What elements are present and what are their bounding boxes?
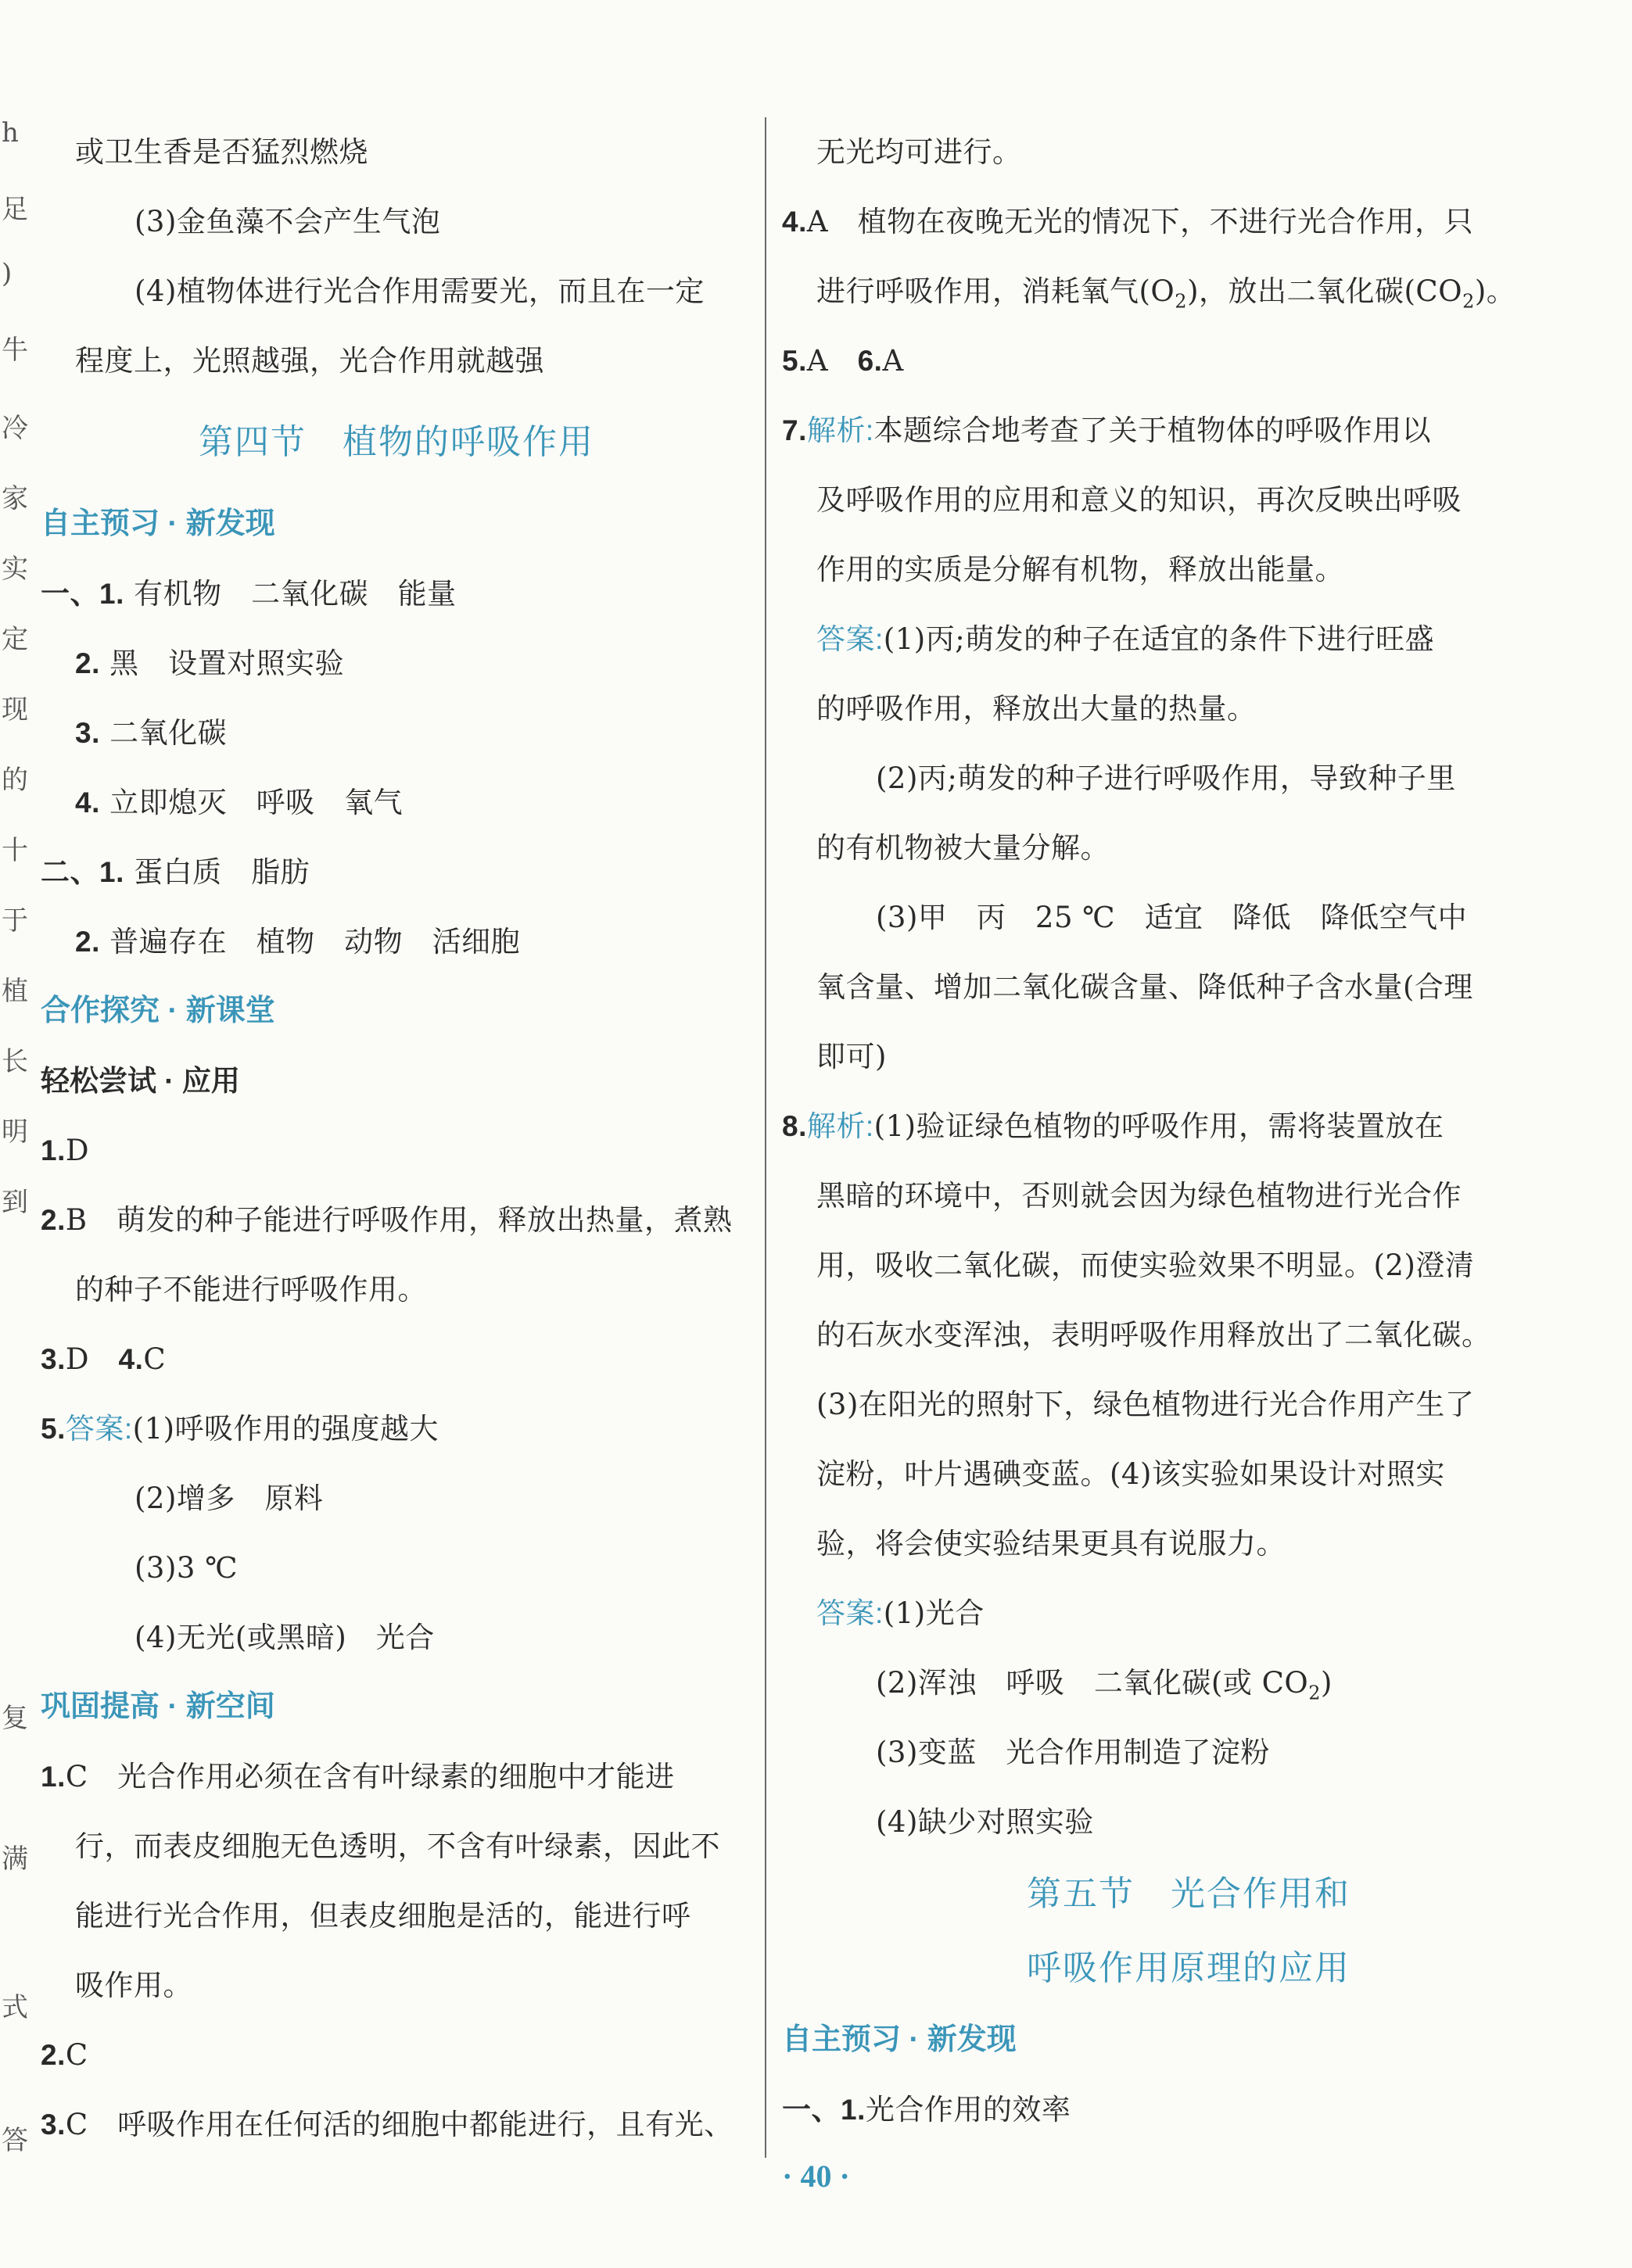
edge-glyph: h (2, 117, 19, 149)
answer-label: 答案: (65, 1413, 133, 1445)
text-line: 用，吸收二氧化碳，而使实验效果不明显。(2)澄清 (816, 1249, 1475, 1282)
answer-item (41, 1742, 752, 1811)
item-number: 5. (41, 1413, 66, 1445)
answer-item (41, 698, 752, 768)
text-line: (3)甲 丙 25 ℃ 适宜 降低 降低空气中 (876, 901, 1468, 934)
item-text: (1)呼吸作用的强度越大 (132, 1412, 439, 1446)
edge-glyph: 复 (2, 1703, 28, 1734)
text-line: 无光均可进行。 (816, 135, 1022, 169)
subscript: 2 (1308, 1682, 1322, 1704)
answer-item (782, 1091, 1595, 1161)
right-column (782, 117, 1595, 2144)
answer-item (782, 2075, 1595, 2144)
edge-glyph: 植 (2, 976, 28, 1007)
answer-item (41, 907, 752, 976)
section-heading-preview: 自主预习 · 新发现 (41, 507, 275, 540)
answer-item (782, 396, 1595, 465)
item-text: (1)丙;萌发的种子在适宜的条件下进行旺盛 (883, 622, 1435, 656)
item-number: 8. (782, 1110, 807, 1142)
text-line: 黑暗的环境中，否则就会因为绿色植物进行光合作 (816, 1179, 1462, 1213)
item-text: C (143, 1342, 167, 1376)
text-line (782, 604, 1595, 674)
subscript: 2 (1175, 290, 1188, 313)
item-text: 本题综合地考查了关于植物体的呼吸作用以 (873, 414, 1432, 447)
section-title: 第四节 植物的呼吸作用 (199, 423, 594, 461)
text-line: (2)增多 原料 (135, 1482, 324, 1515)
item-number: 3. (41, 1343, 66, 1375)
section-title: 第五节 光合作用和 (1027, 1875, 1350, 1913)
section-title: 呼吸作用原理的应用 (1027, 1949, 1350, 1987)
item-text: 光合作用的效率 (865, 2093, 1071, 2126)
item-number: 2. (41, 2039, 66, 2071)
item-number: 2. (75, 647, 100, 679)
answer-label: 答案: (816, 623, 884, 655)
item-number: 6. (857, 345, 883, 377)
text-line: 或卫生香是否猛烈燃烧 (75, 135, 368, 169)
item-text: (1)光合 (883, 1596, 985, 1630)
text-line: 能进行光合作用，但表皮细胞是活的，能进行呼 (75, 1899, 691, 1933)
text-line: (2)丙;萌发的种子进行呼吸作用，导致种子里 (876, 761, 1456, 795)
item-text: A (806, 344, 829, 378)
text-line (782, 1648, 1595, 1718)
item-number: 2. (41, 1204, 66, 1236)
text-line: 作用的实质是分解有机物，释放出能量。 (816, 553, 1344, 586)
edge-glyph: 的 (2, 765, 28, 796)
item-text: B 萌发的种子能进行呼吸作用，释放出热量，煮熟 (65, 1203, 733, 1237)
text-line: (4)植物体进行光合作用需要光，而且在一定 (135, 274, 705, 308)
text-line: 验，将会使实验结果更具有说服力。 (816, 1527, 1286, 1560)
item-text: A 植物在夜晚无光的情况下，不进行光合作用，只 (806, 205, 1474, 238)
item-number: 4. (75, 786, 100, 819)
analysis-label: 解析: (806, 1110, 874, 1142)
edge-glyph: 足 (2, 194, 28, 225)
answer-item (41, 768, 752, 837)
item-text: D (65, 1134, 90, 1167)
item-number: 4. (118, 1343, 144, 1375)
text-line: 的有机物被大量分解。 (816, 831, 1110, 865)
answer-item (41, 1324, 752, 1394)
text-fragment: 进行呼吸作用，消耗氧气(O (816, 274, 1175, 308)
edge-glyph: 家 (2, 483, 28, 514)
answer-item (41, 2020, 752, 2090)
item-number: 2. (75, 926, 100, 958)
item-text: C 光合作用必须在含有叶绿素的细胞中才能进 (65, 1760, 675, 1793)
edge-glyph: 式 (2, 1992, 28, 2023)
answer-item (41, 1116, 752, 1185)
text-fragment: (2)浑浊 呼吸 二氧化碳(或 CO (876, 1666, 1309, 1700)
text-line: 即可) (816, 1040, 887, 1073)
item-text: 黑 设置对照实验 (109, 647, 345, 680)
cut-off-margin-text (0, 117, 28, 2156)
item-text: C (65, 2038, 88, 2072)
text-fragment: )。 (1474, 274, 1516, 308)
text-line: 程度上，光照越强，光合作用就越强 (75, 344, 544, 378)
edge-glyph: 现 (2, 694, 28, 726)
text-line: 吸作用。 (75, 1969, 192, 2002)
text-line: 的石灰水变浑浊，表明呼吸作用释放出了二氧化碳。 (816, 1318, 1491, 1352)
edge-glyph: 牛 (2, 335, 28, 366)
page-number: · 40 · (782, 2159, 850, 2194)
text-line: 淀粉，叶片遇碘变蓝。(4)该实验如果设计对照实 (816, 1457, 1445, 1491)
section-heading-explore: 合作探究 · 新课堂 (41, 994, 275, 1027)
item-text: 有机物 二氧化碳 能量 (134, 577, 457, 611)
item-number: 1. (41, 1761, 66, 1793)
answer-item (41, 1185, 752, 1255)
edge-glyph: 明 (2, 1116, 28, 1148)
item-number: 二、1. (41, 856, 124, 888)
edge-glyph: 实 (2, 554, 28, 585)
answer-label: 答案: (816, 1597, 884, 1629)
item-number: 5. (782, 345, 807, 377)
item-number: 7. (782, 414, 807, 446)
item-text: 立即熄灭 呼吸 氧气 (109, 786, 404, 819)
answer-item (41, 2090, 752, 2159)
left-column (41, 117, 752, 2159)
text-line: 行，而表皮细胞无色透明，不含有叶绿素，因此不 (75, 1829, 720, 1863)
item-text: 蛋白质 脂肪 (134, 855, 310, 889)
edge-glyph: 长 (2, 1046, 28, 1077)
answer-item (782, 326, 1595, 396)
answer-item (41, 837, 752, 907)
text-line (782, 256, 1595, 326)
answer-item (41, 559, 752, 629)
edge-glyph: 十 (2, 835, 28, 866)
text-line: (4)无光(或黑暗) 光合 (135, 1621, 435, 1654)
item-text: C 呼吸作用在任何活的细胞中都能进行，且有光、 (65, 2108, 734, 2141)
edge-glyph: 答 (2, 2125, 28, 2156)
text-line: (3)在阳光的照射下，绿色植物进行光合作用产生了 (816, 1388, 1475, 1421)
item-text: 普遍存在 植物 动物 活细胞 (109, 925, 521, 958)
edge-glyph: 于 (2, 905, 28, 937)
text-line: (3)3 ℃ (135, 1551, 239, 1585)
subheading: 轻松尝试 · 应用 (41, 1065, 240, 1097)
item-text: 二氧化碳 (109, 716, 228, 750)
item-number: 一、1. (41, 578, 124, 610)
answer-item (41, 629, 752, 698)
text-line: (4)缺少对照实验 (876, 1805, 1094, 1839)
column-divider (765, 117, 766, 2158)
item-text: (1)验证绿色植物的呼吸作用，需将装置放在 (873, 1109, 1444, 1143)
edge-glyph: 定 (2, 624, 28, 655)
analysis-label: 解析: (806, 414, 874, 446)
item-text: A (882, 344, 904, 378)
edge-glyph: 冷 (2, 413, 28, 444)
text-line: (3)金鱼藻不会产生气泡 (135, 205, 441, 238)
edge-glyph: ) (2, 258, 13, 289)
text-line: 氧含量、增加二氧化碳含量、降低种子含水量(合理 (816, 970, 1473, 1004)
item-number: 1. (41, 1134, 66, 1166)
text-line: 的种子不能进行呼吸作用。 (75, 1273, 427, 1306)
edge-glyph: 满 (2, 1843, 28, 1875)
edge-glyph: 到 (2, 1187, 28, 1218)
item-number: 一、1. (782, 2094, 866, 2126)
text-line (782, 1578, 1595, 1648)
text-fragment: ) (1321, 1666, 1333, 1700)
item-number: 4. (782, 206, 807, 238)
section-heading-consolidate: 巩固提高 · 新空间 (41, 1690, 275, 1723)
answer-item (41, 1394, 752, 1464)
section-heading-preview: 自主预习 · 新发现 (782, 2023, 1017, 2056)
item-text: D (65, 1342, 90, 1376)
subscript: 2 (1462, 290, 1475, 313)
text-line: (3)变蓝 光合作用制造了淀粉 (876, 1736, 1270, 1769)
text-fragment: )，放出二氧化碳(CO (1187, 274, 1463, 308)
item-number: 3. (41, 2109, 66, 2141)
item-number: 3. (75, 717, 100, 749)
text-line: 及呼吸作用的应用和意义的知识，再次反映出呼吸 (816, 483, 1462, 517)
answer-item (782, 187, 1595, 256)
text-line: 的呼吸作用，释放出大量的热量。 (816, 692, 1257, 726)
